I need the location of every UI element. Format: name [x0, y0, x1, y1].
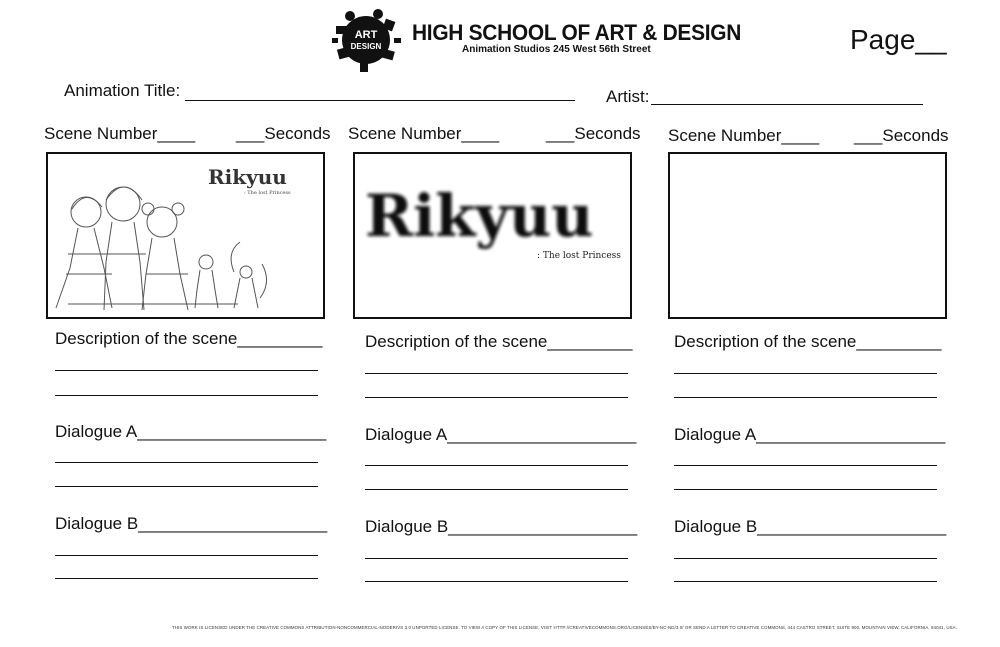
logo-text-art: ART: [354, 29, 378, 41]
license-footer: THIS WORK IS LICENSED UNDER THE CREATIVE COMMONS ATTRIBUTION-NONCOMMERCIAL-NODERIVS 3.0 UNPORTED LICENSE. TO VIEW A COPY OF THIS LICENSE, VISIT HTTP://CREATIVECOMMONS.ORG/LICENSES/BY-NC-ND/3.0/ OR SEND A LETTER TO CREATIVE COMMONS, 444 CASTRO STREET, SUITE 900, MOUNTAIN VIEW, CALIFORNIA, 94041, USA.: [172, 625, 957, 630]
artwork-subtitle: : The lost Princess: [537, 251, 621, 261]
artist-label: Artist:: [606, 87, 650, 106]
dialogue-a-line-1[interactable]: [365, 465, 628, 466]
school-name: HIGH SCHOOL OF ART & DESIGN: [412, 20, 742, 45]
description-label: Description of the scene_________: [55, 329, 323, 348]
animation-title-label: Animation Title:: [64, 81, 181, 100]
seconds-label[interactable]: ___Seconds: [546, 124, 641, 143]
dialogue-b-line-2[interactable]: [674, 581, 937, 582]
school-logo: [330, 8, 402, 72]
description-label: Description of the scene_________: [674, 332, 942, 351]
dialogue-a-line-2[interactable]: [365, 489, 628, 490]
dialogue-b-line-1[interactable]: [55, 555, 318, 556]
description-line-1[interactable]: [365, 373, 628, 374]
description-line-2[interactable]: [674, 397, 937, 398]
dialogue-a-line-2[interactable]: [674, 489, 937, 490]
scene-frame: [353, 152, 632, 319]
sketch-illustration: [48, 154, 323, 317]
dialogue-a-label: Dialogue A____________________: [365, 425, 637, 444]
description-label: Description of the scene_________: [365, 332, 633, 351]
description-line-2[interactable]: [55, 395, 318, 396]
dialogue-b-label: Dialogue B____________________: [674, 517, 947, 536]
scene-number-label[interactable]: Scene Number____: [668, 126, 820, 145]
description-line-1[interactable]: [55, 370, 318, 371]
dialogue-b-line-2[interactable]: [55, 578, 318, 579]
artwork-title: Rikyuu: [365, 182, 594, 250]
dialogue-a-label: Dialogue A____________________: [674, 425, 946, 444]
dialogue-b-label: Dialogue B____________________: [365, 517, 638, 536]
logo-text-design: DESIGN: [350, 42, 382, 51]
description-line-1[interactable]: [674, 373, 937, 374]
animation-title-field[interactable]: [185, 100, 575, 101]
sketch-subtitle: : The lost Princess: [244, 190, 291, 196]
dialogue-a-line-1[interactable]: [55, 462, 318, 463]
seconds-label[interactable]: ___Seconds: [854, 126, 949, 145]
dialogue-b-line-1[interactable]: [674, 558, 937, 559]
dialogue-a-line-2[interactable]: [55, 486, 318, 487]
artist-field[interactable]: [651, 104, 923, 105]
description-line-2[interactable]: [365, 397, 628, 398]
scene-frame-empty[interactable]: [668, 152, 947, 319]
scene-number-label[interactable]: Scene Number____: [348, 124, 500, 143]
dialogue-b-line-2[interactable]: [365, 581, 628, 582]
dialogue-b-label: Dialogue B____________________: [55, 514, 328, 533]
page-number-field[interactable]: Page__: [850, 24, 947, 55]
dialogue-a-line-1[interactable]: [674, 465, 937, 466]
seconds-label[interactable]: ___Seconds: [236, 124, 331, 143]
dialogue-a-label: Dialogue A____________________: [55, 422, 327, 441]
scene-number-label[interactable]: Scene Number____: [44, 124, 196, 143]
sketch-title: Rikyuu: [208, 165, 287, 189]
school-address: Animation Studios 245 West 56th Street: [462, 44, 651, 55]
dialogue-b-line-1[interactable]: [365, 558, 628, 559]
title-artwork: [355, 154, 630, 317]
scene-frame: [46, 152, 325, 319]
